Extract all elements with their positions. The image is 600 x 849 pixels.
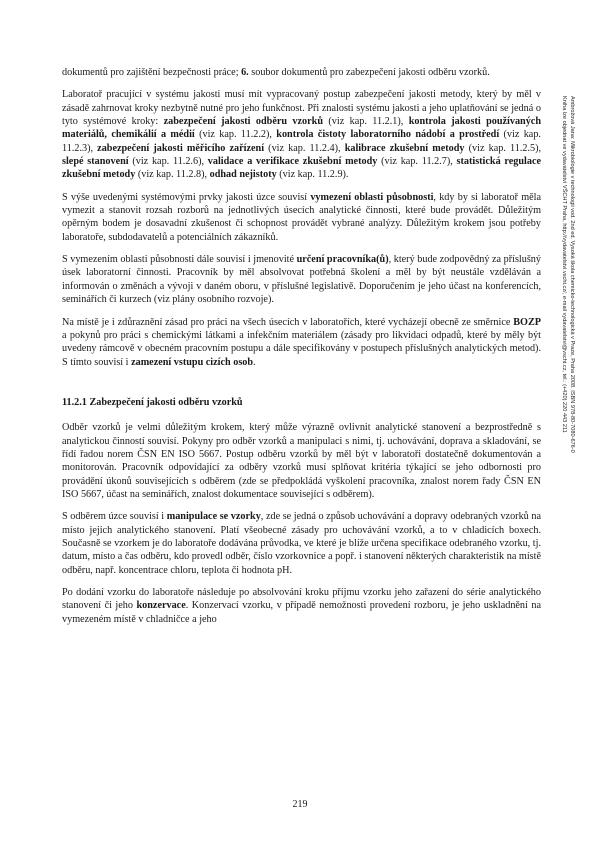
- bold-term: konzervace: [136, 600, 186, 612]
- bold-term: zabezpečení jakosti odběru vzorků: [163, 116, 323, 128]
- bold-term: kontrola čistoty laboratorního nádobí a prostředí: [276, 129, 500, 141]
- bold-term: manipulace se vzorky: [166, 511, 261, 523]
- sidebar-citation: [560, 96, 590, 626]
- text-run: soubor dokumentů pro zabezpečení jakosti odběru vzorků.: [248, 67, 490, 78]
- text-run: . Konzervací vzorku, v případě nemožnosti provedení rozboru, je jeho uskladnění na vymezeném místě v chladničce a jeho: [62, 600, 541, 625]
- text-run: (viz kap. 11.2.7),: [377, 156, 457, 168]
- text-run: Na místě je i zdůraznění zásad pro práci na všech úsecích v laboratořích, které vycházejí obecně ze směrnice: [62, 316, 514, 328]
- text-run: (viz kap. 11.2.3),: [62, 129, 541, 154]
- text-run: (viz kap. 11.2.4),: [264, 142, 345, 154]
- bold-term: zabezpečení jakosti měřicího zařízení: [97, 142, 265, 154]
- text-run: a pokynů pro práci s chemickými látkami a infekčním materiálem (zásady pro likvidaci odpadů, které by měly být uvedeny rámcově v obecném pracovním postupu a dále specifikovány v postupech příslušných analytických metod). S tímto souvisí i: [62, 329, 541, 368]
- text-run: Odběr vzorků je velmi důležitým krokem, který může výrazně ovlivnit analytické stanovení a bezprostředně s analytickou činností souvisí. Pokyny pro odběr vzorků a manipulaci s nimi, tj. uchovávání, doprava a skladování, se řídí řadou norem ČSN EN ISO 5667. Postup odběru vzorků by měl být v laboratoři dostatečně dokumentován a monitorován. Pracovník odpovídající za odběry vzorků musí splňovat kritéria týkající se jeho odbornosti pro provádění úkonů souvisejících s odběrem (zde se předpokládá vyškolení pracovníka, znalost norem řady ČSN EN ISO 5667, účast na seminářích, znalost dokumentace související s odběrem).: [62, 422, 541, 500]
- text-run: .: [253, 356, 256, 368]
- text-run: (viz kap. 11.2.6),: [128, 156, 208, 168]
- section-heading: 11.2.1 Zabezpečení jakosti odběru vzorků: [62, 396, 243, 408]
- bold-term: kontrola jakosti používaných materiálů, chemikálií a médií: [62, 116, 541, 141]
- bold-term: validace a verifikace zkušební metody: [207, 156, 378, 168]
- bold-term: statistická regulace zkušební metody: [62, 156, 542, 181]
- paragraph-8: [62, 586, 541, 626]
- paragraph-1: [62, 66, 541, 79]
- paragraph-2: [62, 88, 541, 181]
- bold-term: zamezení vstupu cizích osob: [131, 356, 254, 368]
- paragraph-6: [62, 421, 541, 501]
- citation-line-2: Kniha lze objednat ve vydavatelství VŠCHT Praha, http://vydavatelstvi.vscht.cz/, e-mail vydavatelstvi@vscht.cz, tel.: (+420) 220 443 211: [561, 96, 567, 433]
- bold-term: 6.: [241, 67, 249, 78]
- text-run: Laboratoř pracující v systému jakosti musí mít vypracovaný postup zabezpečení jakosti metody, který by měl v zásadě zahrnovat kroky nezbytně nutné pro jeho funkčnost. Při znalosti systému jakosti a jeho uplatňování se jedná o tyto systémové kroky:: [62, 89, 541, 128]
- text-run: (viz kap. 11.2.2),: [194, 129, 277, 141]
- bold-term: určení pracovníka(ů): [296, 254, 389, 266]
- text-run: S vymezením oblasti působnosti dále souvisí i jmenovité: [62, 254, 297, 266]
- bold-term: kalibrace zkušební metody: [344, 142, 465, 154]
- bold-term: slepé stanovení: [62, 156, 129, 168]
- text-run: dokumentů pro zajištění bezpečnosti práce;: [62, 67, 242, 78]
- text-run: Po dodání vzorku do laboratoře následuje po absolvování kroku příjmu vzorku jeho zařazení do série analytického stanovení či jeho: [62, 587, 541, 612]
- text-run: S odběrem úzce souvisí i: [62, 511, 167, 523]
- text-run: , který bude zodpovědný za příslušný úsek laboratorní činnosti. Pracovník by měl absolvovat potřebná školení a měl by být neustále vzděláván a informován o změnách a vývoji v daném oboru, v příslušné legislativě. Doporučením je jeho účast na konferencích, seminářích či kurzech (viz plány osobního rozvoje).: [62, 254, 541, 306]
- page-number: 219: [292, 799, 308, 810]
- paragraph-5: [62, 316, 541, 369]
- text-run: (viz kap. 11.2.9).: [276, 169, 349, 181]
- paragraph-4: [62, 253, 541, 306]
- bold-term: BOZP: [513, 316, 541, 328]
- text-run: (viz kap. 11.2.5),: [464, 142, 542, 154]
- bold-term: vymezení oblasti působnosti: [310, 191, 434, 203]
- text-run: , zde se jedná o způsob uchovávání a dopravy odebraných vzorků na místo jejich analytického stanovení. Platí všeobecné zásady pro uchovávání vzorků, a to v chladicích boxech. Současně se vzorkem je do laboratoře dodávána průvodka, ve které je blíže určena specifikace odebraného vzorku, tj. datum, místo a čas odběru, kdo provedl odběr, číslo vzorkovnice a popř. i stanovení některých charakteristik na místě odběru, např. koncentrace chloru, teplota či hodnota pH.: [62, 511, 541, 576]
- page-body: [62, 66, 541, 635]
- paragraph-3: [62, 191, 541, 244]
- citation-text: [560, 96, 576, 453]
- text-run: S výše uvedenými systémovými prvky jakosti úzce souvisí: [62, 191, 311, 203]
- text-run: (viz kap. 11.2.8),: [135, 169, 210, 181]
- paragraph-7: [62, 510, 541, 577]
- citation-line-1: Ambrožová Jana: Mikrobiologie v technologii vod. 2nd ed. Vysoká škola chemicko-technologická v Praze, Praha 2008. ISBN 978-80-7080-676-0: [569, 96, 575, 453]
- bold-term: odhad nejistoty: [209, 169, 277, 181]
- text-run: , kdy by si laboratoř měla vymezit a stanovit rozsah rozborů na jednotlivých úsecích analytické činnosti, které bude provádět. Důležitým opěrným bodem je dosavadní zkušenost či schopnost provádět vybrané analýzy. Důležitým krokem jsou potřeby laboratoře, subdodavatelů a potenciálních zákazníků.: [62, 191, 541, 243]
- text-run: (viz kap. 11.2.1),: [323, 116, 409, 128]
